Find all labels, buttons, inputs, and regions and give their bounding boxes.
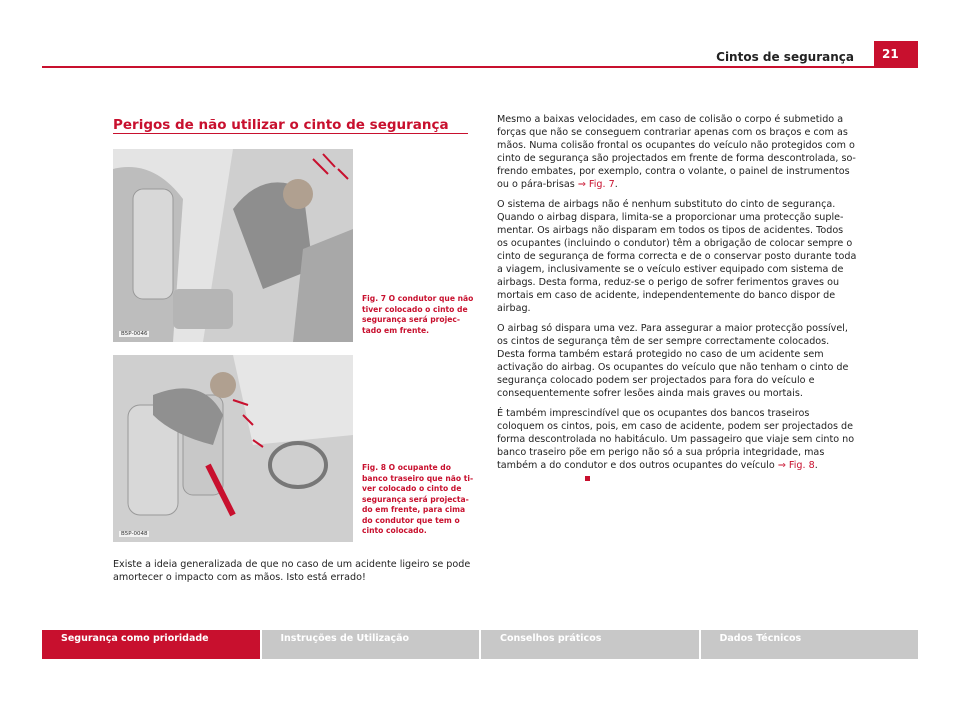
paragraph-3: O airbag só dispara uma vez. Para assegurar a maior protecção possível, os cintos de segurança têm de ser sempre correctamente colocados. Desta forma também estará protegido no caso de um acidente sem activação do airbag. Os ocupantes do veículo que não tenham o cinto de segurança colocado podem ser projectados para fora do veículo e consequentemente sofrer lesões ainda mais graves ou mortais. xyxy=(497,323,849,399)
right-column xyxy=(497,113,857,492)
section-rule xyxy=(113,133,468,134)
tab-conselhos[interactable]: Conselhos práticos xyxy=(481,630,699,659)
page-number: 21 xyxy=(874,41,918,68)
header-title: Cintos de segurança xyxy=(716,50,854,64)
header-rule xyxy=(42,66,874,68)
paragraph-4: É também imprescindível que os ocupantes dos bancos traseiros coloquem os cintos, pois, em caso de acidente, podem ser projectados de forma descontrolada no habitáculo. Um passageiro que viaje sem cinto no banco traseiro põe em perigo não só a sua própria integridade, mas também a do condutor e dos outros ocupantes do veículo ⇒ Fig. 8. xyxy=(497,407,857,485)
tab-dados-tecnicos[interactable]: Dados Técnicos xyxy=(701,630,919,659)
fig-7-reference-link[interactable]: ⇒ Fig. 7 xyxy=(577,179,615,190)
section-title: Perigos de não utilizar o cinto de segurança xyxy=(113,117,449,133)
paragraph-1: Mesmo a baixas velocidades, em caso de colisão o corpo é submetido a forças que não se conseguem contrariar apenas com os braços e com as mãos. Numa colisão frontal os ocupantes do veículo não protegidos com o cinto de segurança são projectados em frente de forma descontrolada, sofrendo embates, por exemplo, contra o volante, o painel de instrumentos ou o pára-brisas ⇒ Fig. 7. xyxy=(497,114,856,190)
figure-7-illustration xyxy=(113,149,353,342)
tab-instrucoes[interactable]: Instruções de Utilização xyxy=(262,630,480,659)
figure-8-code: B5P-0048 xyxy=(121,531,148,537)
figure-8-illustration xyxy=(113,355,353,542)
end-marker xyxy=(585,476,590,481)
left-paragraph: Existe a ideia generalizada de que no caso de um acidente ligeiro se pode amortecer o impacto com as mãos. Isto está errado! xyxy=(113,559,471,583)
fig-8-reference-link[interactable]: ⇒ Fig. 8 xyxy=(777,460,815,471)
paragraph-2: O sistema de airbags não é nenhum substituto do cinto de segurança. Quando o airbag dispara, limita-se a proporcionar uma protecção suplementar. Os airbags não disparam em todos os tipos de acidentes. Todos os ocupantes (incluindo o condutor) têm a obrigação de colocar sempre o cinto de segurança de forma correcta e de o conservar posto durante toda a viagem, inclusivamente se o veículo estiver equipado com sistema de airbags. Desta forma, reduz-se o perigo de sofrer ferimentos graves ou mortais em caso de acidente, independentemente do banco dispor de airbag. xyxy=(497,199,857,314)
figure-8-caption: Fig. 8 O ocupante do banco traseiro que não tiver colocado o cinto de segurança será projectado em frente, para cima do condutor que tem o cinto colocado. xyxy=(362,463,474,535)
figure-7-caption: Fig. 7 O condutor que não tiver colocado o cinto de segurança será projectado em frente. xyxy=(362,294,474,335)
figure-7-code: B5P-0046 xyxy=(121,331,148,337)
footer-nav xyxy=(42,630,918,659)
tab-seguranca[interactable]: Segurança como prioridade xyxy=(42,630,260,659)
